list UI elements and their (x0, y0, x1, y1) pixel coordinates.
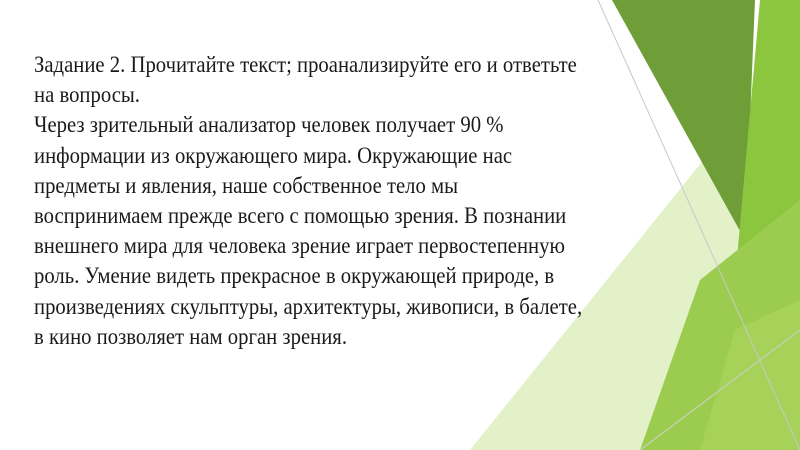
body-paragraph: Через зрительный анализатор человек получает 90 % информации из окружающего мира. Окружающие нас предметы и явления, наше собственное тело мы воспринимаем прежде всего с помощью зрения. В познании внешнего мира для человека зрение играет первостепенную роль. Умение видеть прекрасное в окружающей природе, в произведениях скульптуры, архитектуры, живописи, в балете, в кино позволяет нам орган зрения. (34, 112, 583, 349)
slide-text (34, 50, 583, 352)
task-title: Задание 2. Прочитайте текст; проанализируйте его и ответьте на вопросы. (34, 52, 577, 108)
